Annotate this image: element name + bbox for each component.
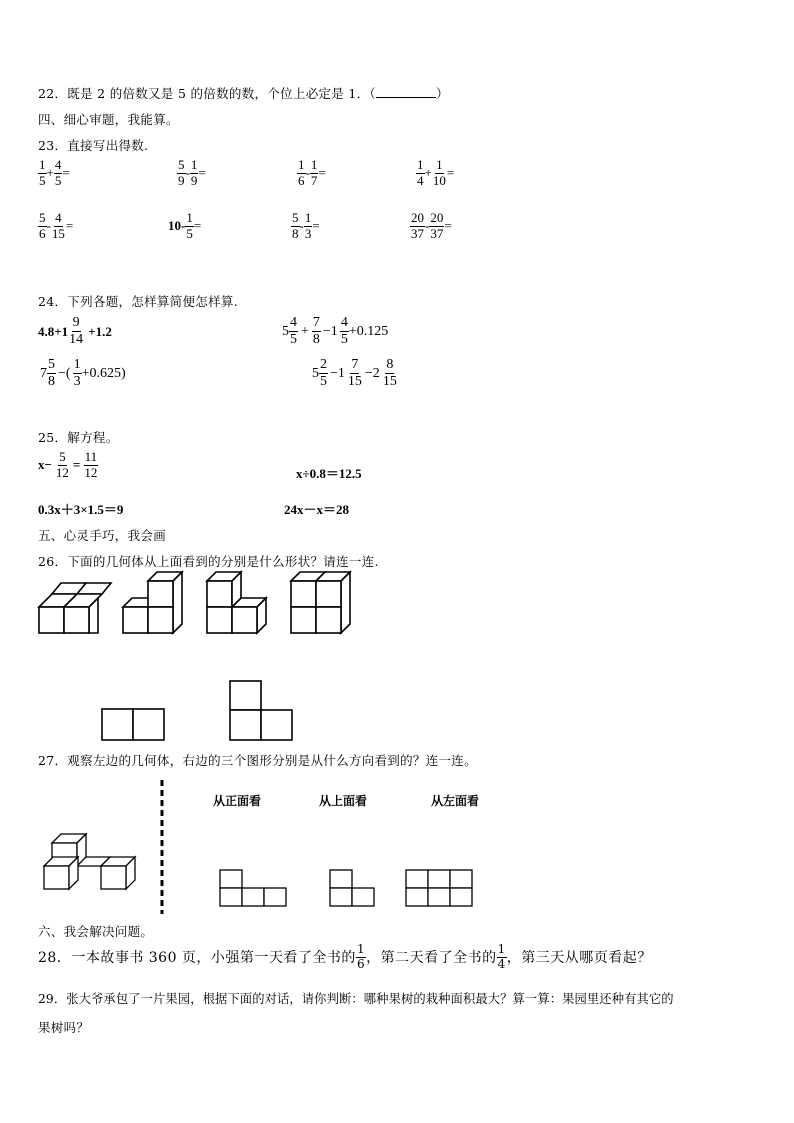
label-left-view: 从左面看 bbox=[431, 794, 480, 808]
question-29-line-1: 29．张大爷承包了一片果园，根据下面的对话，请你判断：哪种果树的栽种面积最大？算一算：果园里还种有其它的 bbox=[38, 992, 674, 1006]
denominator: 5 bbox=[340, 332, 348, 348]
denominator: 14 bbox=[69, 332, 84, 348]
denominator: 9 bbox=[178, 172, 185, 188]
denominator: 6 bbox=[298, 172, 305, 188]
question-27-title: 27．观察左边的几何体，右边的三个图形分别是从什么方向看到的？连一连。 bbox=[38, 753, 477, 768]
section-6-heading: 六、我会解决问题。 bbox=[38, 924, 154, 939]
denominator: 8 bbox=[48, 374, 55, 390]
question-29-line-2: 果树吗？ bbox=[38, 1020, 90, 1035]
label-top-view: 从上面看 bbox=[319, 794, 368, 808]
numerator: 20 bbox=[430, 210, 444, 225]
whole: 5 bbox=[282, 323, 289, 339]
suffix: +1.2 bbox=[88, 323, 112, 339]
denominator: 7 bbox=[310, 172, 318, 188]
operator: −1 bbox=[322, 323, 338, 339]
operator: + bbox=[424, 165, 432, 181]
operator: - bbox=[299, 218, 304, 234]
denominator: 37 bbox=[430, 225, 444, 241]
denominator: 15 bbox=[382, 374, 397, 390]
prefix: 4.8+1 bbox=[38, 323, 69, 339]
numerator: 7 bbox=[350, 357, 359, 374]
equals: = bbox=[198, 165, 206, 181]
question-26-title: 26．下面的几何体从上面看到的分别是什么形状？请连一连. bbox=[38, 554, 379, 569]
equals: = bbox=[444, 218, 452, 234]
numerator: 5 bbox=[59, 449, 66, 464]
denominator: 4 bbox=[417, 172, 424, 188]
operator: - bbox=[46, 218, 51, 234]
operator: + bbox=[301, 323, 309, 339]
denominator: 3 bbox=[73, 374, 81, 390]
whole: 7 bbox=[40, 365, 47, 381]
equals: = bbox=[312, 218, 320, 234]
numerator: 11 bbox=[84, 449, 98, 464]
numerator: 4 bbox=[289, 315, 298, 332]
numerator: 8 bbox=[385, 357, 394, 374]
q27-top-view bbox=[330, 870, 374, 906]
denominator: 5 bbox=[320, 374, 327, 390]
q22-close: ） bbox=[435, 86, 449, 101]
numerator: 5 bbox=[39, 210, 46, 225]
numerator: 5 bbox=[47, 357, 56, 374]
question-24-title: 24．下列各题，怎样算简便怎样算. bbox=[38, 294, 238, 309]
equals: = bbox=[65, 218, 74, 234]
q22-text: 22．既是 2 的倍数又是 5 的倍数的数，个位上必定是 1．（ bbox=[38, 86, 376, 101]
numerator: 2 bbox=[319, 357, 328, 374]
q27-front-view bbox=[220, 870, 286, 906]
numerator: 1 bbox=[190, 157, 198, 172]
denominator: 15 bbox=[347, 374, 362, 390]
equals: = bbox=[193, 218, 202, 234]
numerator: 1 bbox=[356, 942, 366, 956]
q28-text-a: 28．一本故事书 360 页，小强第一天看了全书的 bbox=[38, 950, 356, 967]
suffix: +0.125 bbox=[348, 323, 389, 339]
suffix: +0.625) bbox=[81, 365, 126, 381]
q28-text-b: ，第二天看了全书的 bbox=[366, 950, 497, 967]
denominator: 5 bbox=[54, 172, 62, 188]
operator: - bbox=[305, 165, 310, 181]
numerator: 9 bbox=[72, 315, 81, 332]
question-25-title: 25．解方程。 bbox=[38, 430, 119, 445]
numerator: 1 bbox=[310, 157, 318, 172]
q28-text-c: ，第三天从哪页看起？ bbox=[506, 950, 652, 967]
numerator: 1 bbox=[497, 942, 506, 956]
operator: −1 bbox=[330, 365, 345, 381]
numerator: 1 bbox=[298, 157, 305, 172]
numerator: 5 bbox=[178, 157, 185, 172]
section-5-heading: 五、心灵手巧，我会画 bbox=[38, 528, 167, 543]
numerator: 4 bbox=[55, 210, 62, 225]
operator: −2 bbox=[364, 365, 380, 381]
operator: - bbox=[425, 218, 430, 234]
q25-equation-3: 0.3x＋3×1.5＝9 bbox=[38, 502, 124, 517]
denominator: 15 bbox=[51, 225, 65, 241]
numerator: 1 bbox=[417, 157, 424, 172]
equals: = bbox=[318, 165, 326, 181]
prefix: 10- bbox=[168, 218, 186, 234]
denominator: 5 bbox=[290, 332, 297, 348]
denominator: 37 bbox=[411, 225, 424, 241]
question-28 bbox=[38, 943, 652, 972]
denominator: 8 bbox=[312, 332, 320, 348]
numerator: 1 bbox=[304, 210, 312, 225]
denominator: 5 bbox=[39, 172, 46, 188]
prefix: x− bbox=[38, 457, 52, 473]
numerator: 4 bbox=[54, 157, 62, 172]
operator: + bbox=[46, 165, 54, 181]
operator: −( bbox=[58, 365, 71, 381]
q27-left-view bbox=[406, 870, 472, 906]
denominator: 12 bbox=[55, 464, 69, 480]
denominator: 10 bbox=[432, 172, 446, 188]
denominator: 6 bbox=[356, 956, 366, 971]
operator: - bbox=[185, 165, 190, 181]
denominator: 3 bbox=[304, 225, 312, 241]
whole: 5 bbox=[312, 365, 319, 381]
equals: = bbox=[72, 457, 81, 473]
numerator: 1 bbox=[436, 157, 443, 172]
q27-solid bbox=[44, 834, 135, 889]
question-23-title: 23．直接写出得数. bbox=[38, 138, 149, 153]
denominator: 6 bbox=[39, 225, 46, 241]
label-front-view: 从正面看 bbox=[213, 794, 262, 808]
denominator: 5 bbox=[186, 225, 193, 241]
denominator: 9 bbox=[190, 172, 198, 188]
denominator: 4 bbox=[497, 956, 506, 971]
equals: = bbox=[62, 165, 70, 181]
q25-equation-2: x÷0.8＝12.5 bbox=[296, 466, 362, 481]
equals: = bbox=[446, 165, 455, 181]
numerator: 5 bbox=[292, 210, 299, 225]
numerator: 1 bbox=[186, 210, 193, 225]
q25-equation-4: 24x－x＝28 bbox=[284, 502, 350, 517]
numerator: 1 bbox=[39, 157, 46, 172]
numerator: 7 bbox=[312, 315, 321, 332]
numerator: 4 bbox=[340, 315, 349, 332]
numerator: 1 bbox=[73, 357, 82, 374]
section-4-heading: 四、细心审题，我能算。 bbox=[38, 112, 179, 127]
denominator: 8 bbox=[292, 225, 299, 241]
denominator: 12 bbox=[84, 464, 98, 480]
numerator: 20 bbox=[411, 210, 424, 225]
